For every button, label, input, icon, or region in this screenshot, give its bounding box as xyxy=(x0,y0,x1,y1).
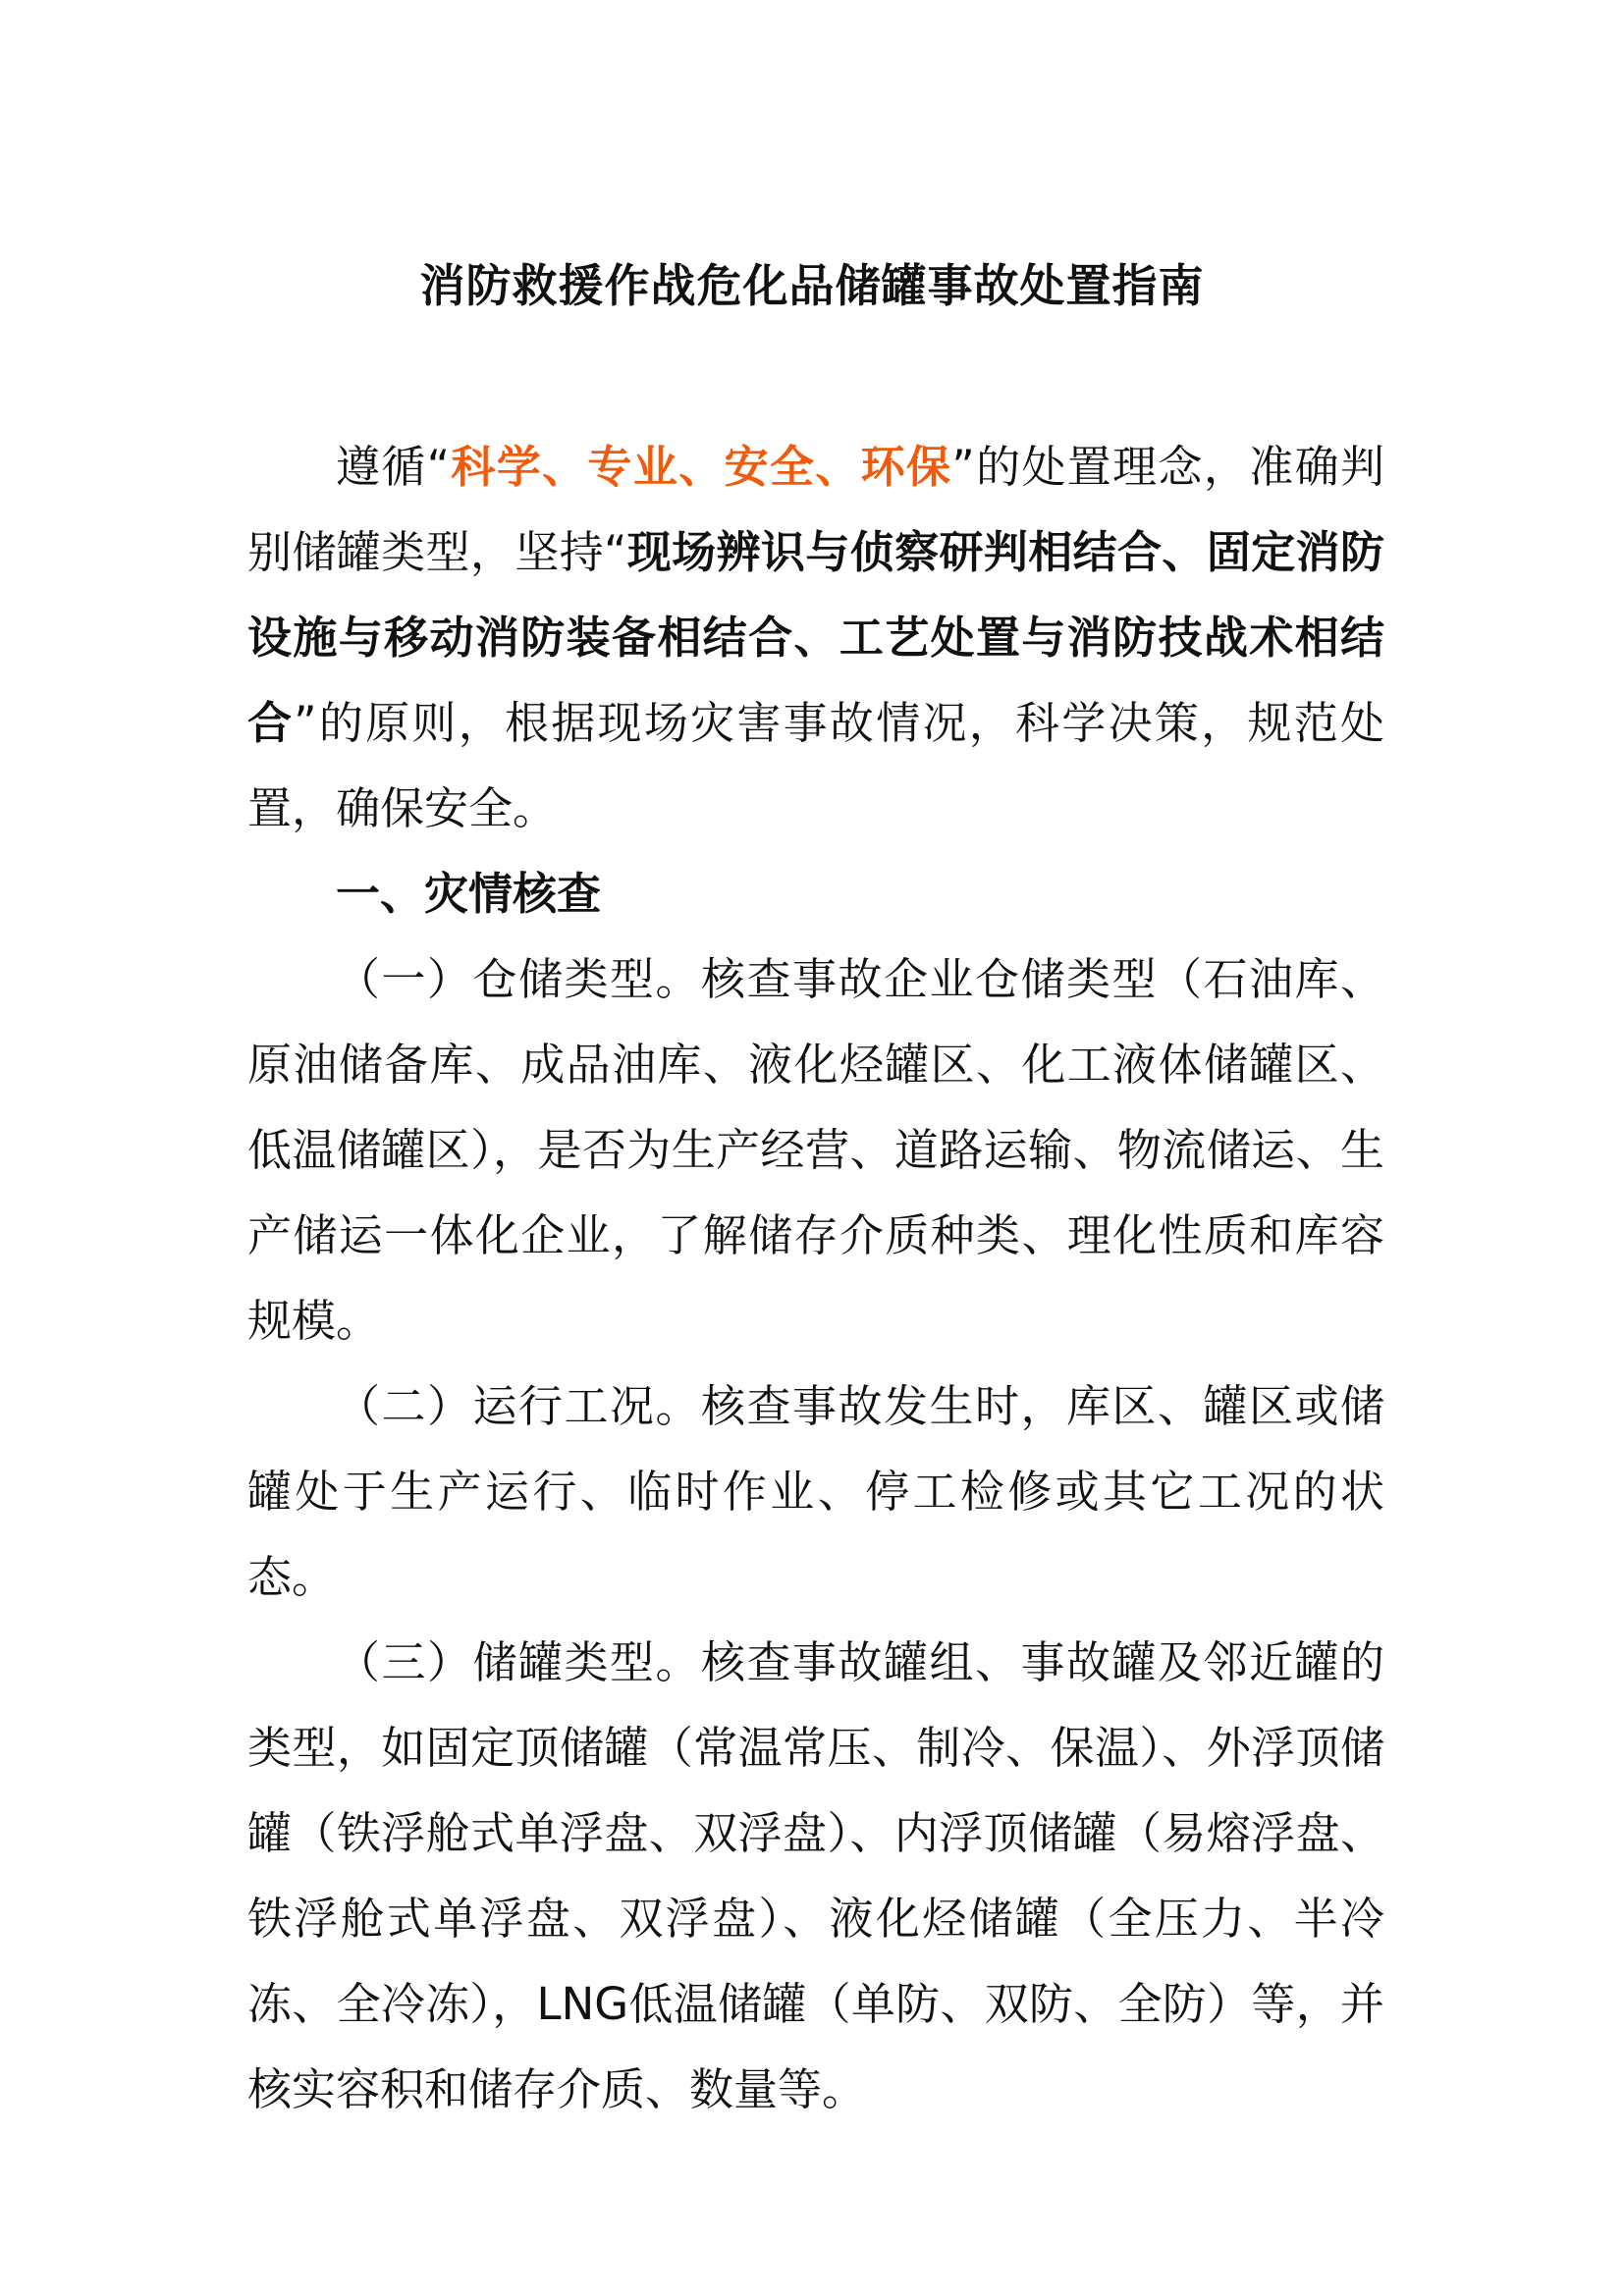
principle-highlight: 科学、专业、安全、环保 xyxy=(450,441,952,493)
intro-middle: ”的处置理念，准确判别储罐类型，坚持“ xyxy=(247,441,1384,578)
section-item-tank-type: （三）储罐类型。核查事故罐组、事故罐及邻近罐的类型，如固定顶储罐（常温常压、制冷、保温）、外浮顶储罐（铁浮舱式单浮盘、双浮盘）、内浮顶储罐（易熔浮盘、铁浮舱式单浮盘、双浮盘）、液化烃储罐（全压力、半冷冻、全冷冻），LNG低温储罐（单防、双防、全防）等，并核实容积和储存介质、数量等。 xyxy=(247,1636,1384,2115)
intro-suffix: ”的原则，根据现场灾害事故情况，科学决策，规范处置，确保安全。 xyxy=(247,697,1384,834)
document-body xyxy=(247,424,1384,2132)
document-title: 消防救援作战危化品储罐事故处置指南 xyxy=(419,258,1205,312)
section-item-storage-type: （一）仓储类型。核查事故企业仓储类型（石油库、原油储备库、成品油库、液化烃罐区、化工液体储罐区、低温储罐区），是否为生产经营、道路运输、物流储运、生产储运一体化企业，了解储存介质种类、理化性质和库容规模。 xyxy=(247,953,1384,1347)
section-item-operating-condition: （二）运行工况。核查事故发生时，库区、罐区或储罐处于生产运行、临时作业、停工检修或其它工况的状态。 xyxy=(247,1380,1384,1603)
principle-bold: 现场辨识与侦察研判相结合、固定消防设施与移动消防装备相结合、工艺处置与消防技战术相结合 xyxy=(247,526,1384,749)
intro-paragraph xyxy=(247,424,1384,851)
section-heading: 一、灾情核查 xyxy=(336,868,602,920)
intro-prefix: 遵循“ xyxy=(336,441,451,493)
